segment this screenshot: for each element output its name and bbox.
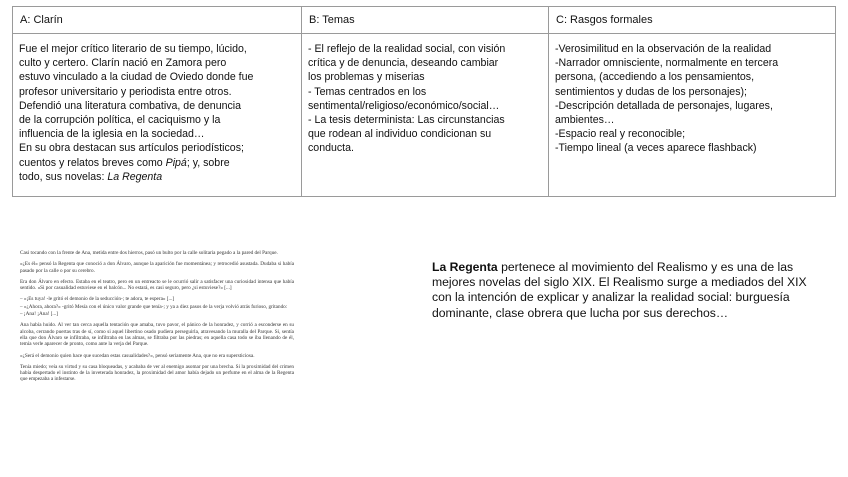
text-segment: ; y, sobre bbox=[186, 156, 230, 169]
excerpt-paragraph: Casi tocando con la frente de Ana, metida entre dos hierros, pasó un bulto por la calle solitaria pegado a la pared del Parque. bbox=[20, 250, 278, 256]
work-title-pipa: Pipá bbox=[165, 156, 187, 169]
summary-title: La Regenta bbox=[432, 260, 498, 274]
header-clarin: A: Clarín bbox=[13, 7, 302, 34]
clarin-line: profesor universitario y periodista entre otros. bbox=[19, 85, 232, 98]
excerpt-paragraph: Ana había huido. Al ver tan cerca aquella tentación que amaba, tuvo pavor, el pánico de la honradez, y corrió a esconderse en su alcoba, cerrando puertas tras de sí, como si aquel libertino osado pudiera perseguirla, atravesando la muralla del Parque. Si, sentía ella que don Álvaro se infiltraba, se infiltraba en las almas, se filtraba por las piedras; en aquella casa todo se iba llenando de él, temía verle aparecer de pronto, como ante la verja del Parque. bbox=[20, 322, 294, 348]
excerpt-dialogue: – «¿Ahora, ahora?» -gritó Mesía con el único valor grande que tenía-; y ya a diez pasos de la verja volvió atrás furioso, gritando: bbox=[20, 303, 288, 310]
work-title-la-regenta: La Regenta bbox=[107, 170, 163, 183]
clarin-line-works bbox=[19, 156, 295, 170]
temas-line: sentimental/religioso/económico/social… bbox=[308, 99, 500, 112]
clarin-line: En su obra destacan sus artículos periodísticos; bbox=[19, 142, 244, 155]
temas-line: conducta. bbox=[308, 142, 354, 155]
text-segment: cuentos y relatos breves como bbox=[19, 156, 166, 169]
clarin-line: estuvo vinculado a la ciudad de Oviedo donde fue bbox=[19, 71, 254, 84]
clarin-line-novels bbox=[19, 170, 295, 184]
rasgos-line: -Espacio real y reconocible; bbox=[555, 128, 686, 141]
rasgos-line: ambientes… bbox=[555, 114, 615, 127]
temas-line: los problemas y miserias bbox=[308, 71, 425, 84]
rasgos-line: -Narrador omnisciente, normalmente en tercera bbox=[555, 57, 779, 70]
clarin-line: culto y certero. Clarín nació en Zamora pero bbox=[19, 57, 227, 70]
clarin-line: Fue el mejor crítico literario de su tiempo, lúcido, bbox=[19, 43, 247, 55]
text-segment: todo, sus novelas: bbox=[19, 170, 108, 183]
excerpt-paragraph: «¿Es él» pensó la Regenta que conoció a don Álvaro, aunque la aparición fue momentánea; y retrocedió asustada. Dudaba si había pasado por la calle o por su cerebro. bbox=[20, 261, 294, 274]
clarin-line: de la corrupción política, el caciquismo y la bbox=[19, 114, 221, 127]
temas-line: - El reflejo de la realidad social, con visión bbox=[308, 43, 506, 55]
temas-line: que rodean al individuo condicionan su bbox=[308, 128, 492, 141]
rasgos-line: sentimientos y dudas de los personajes); bbox=[555, 85, 747, 98]
excerpt-dialogue: – «¡Es tuya! -le gritó el demonio de la seducción-; te adora, te espera» [...] bbox=[20, 296, 175, 303]
excerpt-paragraph: Era don Álvaro en efecto. Estaba en el teatro, pero en un entreacto se le ocurrió salir a satisfacer una curiosidad intensa que había sentido. «Si por casualidad estuviese en el balcón... No estará, es casi seguro, pero ¿si estuviese?» [...] bbox=[20, 278, 294, 292]
table-header-row bbox=[13, 7, 836, 34]
literature-summary-table bbox=[12, 6, 836, 197]
excerpt-paragraph: Tenía miedo; veía su virtud y su casa bloqueadas, y acababa de ver al enemigo asomar por una brecha. Si la proximidad del crimen había despertado el instinto de la inveterada honradez, la proximidad del amor había dejado un perfume en el alma de la Regenta que empezaba a infestarse. bbox=[20, 363, 294, 383]
cell-rasgos-formales bbox=[549, 34, 836, 197]
summary-text: pertenece al movimiento del Realismo y es una de las mejores novelas del siglo XIX. El Realismo surge a mediados del XIX con la intención de explicar y analizar la realidad social: burguesía dominante, clase obrera que lucha por sus derechos… bbox=[432, 260, 807, 320]
temas-line: - Temas centrados en los bbox=[308, 85, 427, 98]
header-temas: B: Temas bbox=[302, 7, 549, 34]
excerpt-dialogue: – ¡Ana! ¡Ana! [...] bbox=[20, 311, 59, 318]
clarin-line: Defendió una literatura combativa, de denuncia bbox=[19, 99, 242, 112]
cell-temas bbox=[302, 34, 549, 197]
clarin-line: influencia de la iglesia en la sociedad… bbox=[19, 128, 205, 141]
table-body-row bbox=[13, 34, 836, 197]
excerpt-paragraph: «¿Será el demonio quien hace que sucedan estas casualidades?», pensó seriamente Ana, que no era supersticiosa. bbox=[20, 352, 255, 359]
header-rasgos-formales: C: Rasgos formales bbox=[549, 7, 836, 34]
rasgos-line: -Descripción detallada de personajes, lugares, bbox=[555, 99, 773, 112]
realism-summary bbox=[432, 260, 824, 321]
rasgos-line: -Tiempo lineal (a veces aparece flashback) bbox=[555, 142, 757, 155]
rasgos-line: persona, (accediendo a los pensamientos, bbox=[555, 71, 755, 84]
temas-line: - La tesis determinista: Las circunstancias bbox=[308, 114, 505, 127]
la-regenta-excerpt bbox=[20, 250, 294, 470]
rasgos-line: -Verosimilitud en la observación de la realidad bbox=[555, 43, 772, 55]
temas-line: crítica y de denuncia, deseando cambiar bbox=[308, 57, 499, 70]
cell-clarin bbox=[13, 34, 302, 197]
